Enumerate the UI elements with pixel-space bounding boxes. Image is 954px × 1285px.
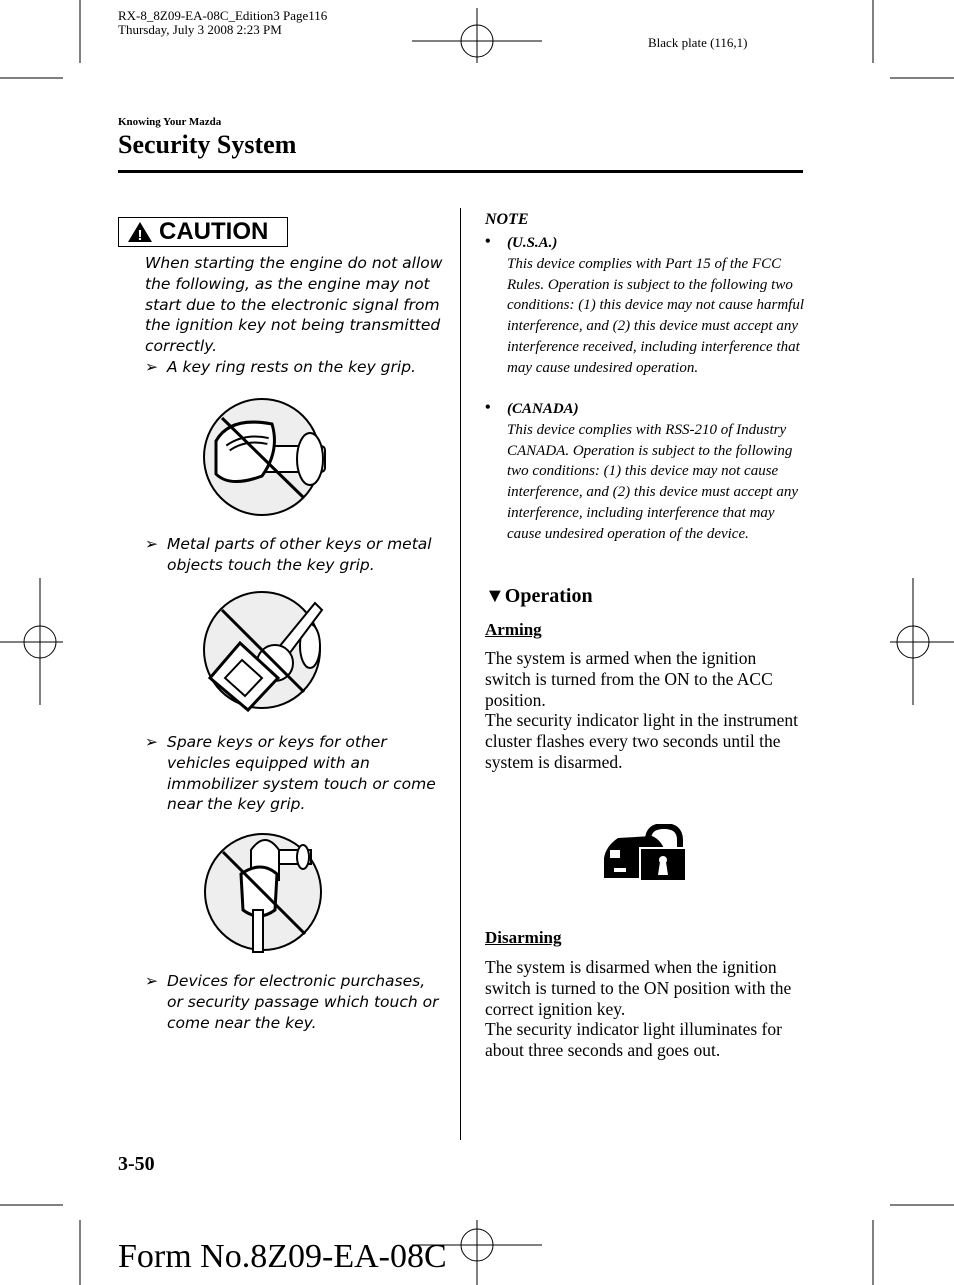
disarming-paragraph-2: The security indicator light illuminates for about three seconds and goes out. [485, 1019, 782, 1060]
arming-paragraph-1: The system is armed when the ignition switch is turned from the ON to the ACC position. [485, 648, 773, 710]
caution-item [145, 534, 445, 576]
caution-item [145, 357, 445, 378]
caution-intro: When starting the engine do not allow the following, as the engine may not start due to the electronic signal from the ignition key not being transmitted correctly. [145, 254, 443, 356]
disarming-paragraph-1: The system is disarmed when the ignition switch is turned to the ON position with the correct ignition key. [485, 957, 792, 1019]
note-item [485, 399, 805, 545]
section-label: Knowing Your Mazda [118, 116, 222, 128]
arming-title: Arming [485, 620, 542, 639]
operation-heading-text: Operation [504, 585, 593, 607]
triangle-down-icon: ▼ [485, 585, 505, 607]
key-ring-prohibited-illustration [200, 396, 328, 518]
caution-item-text: Devices for electronic purchases, or security passage which touch or come near the key. [167, 972, 439, 1032]
print-header-line1: RX-8_8Z09-EA-08C_Edition3 Page116 [118, 8, 328, 23]
caution-item [145, 732, 445, 815]
column-divider [460, 208, 461, 1140]
title-rule [118, 170, 803, 173]
arrow-bullet-icon: ➢ [145, 358, 158, 376]
note-item [485, 233, 805, 379]
arming-paragraph-2: The security indicator light in the instrument cluster flashes every two seconds until the system is disarmed. [485, 710, 798, 772]
caution-box [118, 217, 288, 247]
note-item-head: (CANADA) [507, 401, 579, 417]
disarming-title: Disarming [485, 928, 562, 947]
arrow-bullet-icon: ➢ [145, 535, 158, 553]
page-title: Security System [118, 130, 297, 159]
svg-text:!: ! [137, 227, 143, 243]
caution-item [145, 971, 445, 1033]
arrow-bullet-icon: ➢ [145, 972, 158, 990]
arrow-bullet-icon: ➢ [145, 733, 158, 751]
spare-keys-prohibited-illustration [203, 830, 327, 956]
caution-label: CAUTION [159, 218, 269, 245]
metal-objects-prohibited-illustration [200, 588, 330, 718]
caution-item-text: Metal parts of other keys or metal objects touch the key grip. [167, 535, 432, 574]
caution-item-text: A key ring rests on the key grip. [167, 358, 416, 376]
security-indicator-icon [600, 824, 688, 884]
page-number: 3-50 [118, 1153, 155, 1175]
operation-heading [485, 585, 593, 608]
bullet-icon: • [485, 399, 491, 416]
note-title: NOTE [485, 211, 529, 228]
bullet-icon: • [485, 233, 491, 250]
plate-label: Black plate (116,1) [648, 35, 748, 50]
form-number: Form No.8Z09-EA-08C [118, 1238, 447, 1275]
note-item-head: (U.S.A.) [507, 235, 558, 251]
note-item-body: This device complies with Part 15 of the FCC Rules. Operation is subject to the following two conditions: (1) this device may not cause harmful interference, and (2) this device must accept any interference received, including interference that may cause undesired operation. [507, 255, 805, 376]
warning-triangle-icon [127, 221, 153, 243]
caution-item-text: Spare keys or keys for other vehicles equipped with an immobilizer system touch or come near the key grip. [167, 733, 436, 814]
note-item-body: This device complies with RSS-210 of Industry CANADA. Operation is subject to the following two conditions: (1) this device may not cause interference, and (2) this device must accept any interference, including interference that may cause undesired operation of the device. [507, 421, 799, 542]
print-header-line2: Thursday, July 3 2008 2:23 PM [118, 22, 282, 37]
